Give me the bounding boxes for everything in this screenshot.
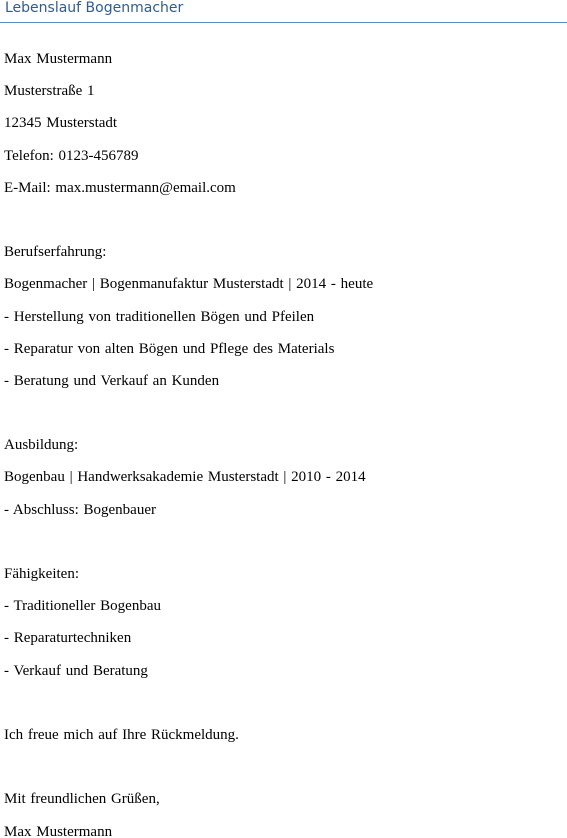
experience-item: - Reparatur von alten Bögen und Pflege des Materials bbox=[4, 340, 335, 357]
experience-heading: Berufserfahrung: bbox=[4, 244, 107, 261]
document-body bbox=[4, 49, 559, 838]
skills-item: - Reparaturtechniken bbox=[4, 630, 132, 647]
closing-greeting: Mit freundlichen Grüßen, bbox=[4, 791, 160, 808]
closing-statement: Ich freue mich auf Ihre Rückmeldung. bbox=[4, 726, 239, 743]
contact-block bbox=[4, 49, 559, 210]
skills-section bbox=[4, 564, 559, 693]
experience-item: - Beratung und Verkauf an Kunden bbox=[4, 372, 220, 389]
contact-street: Musterstraße 1 bbox=[4, 83, 95, 100]
experience-section bbox=[4, 242, 559, 403]
signature-block bbox=[4, 789, 559, 838]
spacer bbox=[4, 757, 559, 789]
contact-email: E-Mail: max.mustermann@email.com bbox=[4, 179, 236, 196]
education-item: - Abschluss: Bogenbauer bbox=[4, 501, 156, 518]
spacer bbox=[4, 693, 559, 725]
experience-position: Bogenmacher | Bogenmanufaktur Musterstadt | 2014 - heute bbox=[4, 276, 374, 293]
spacer bbox=[4, 532, 559, 564]
signature-name: Max Mustermann bbox=[4, 823, 113, 838]
education-section bbox=[4, 435, 559, 532]
document-header bbox=[0, 0, 567, 24]
spacer bbox=[4, 210, 559, 242]
skills-heading: Fähigkeiten: bbox=[4, 566, 79, 582]
contact-city: 12345 Musterstadt bbox=[4, 115, 118, 132]
spacer bbox=[4, 403, 559, 435]
education-heading: Ausbildung: bbox=[4, 437, 79, 454]
document-title: Lebenslauf Bogenmacher bbox=[5, 0, 184, 16]
skills-item: - Verkauf und Beratung bbox=[4, 662, 148, 679]
contact-phone: Telefon: 0123-456789 bbox=[4, 147, 139, 164]
skills-item: - Traditioneller Bogenbau bbox=[4, 598, 161, 615]
header-divider bbox=[0, 22, 567, 23]
experience-item: - Herstellung von traditionellen Bögen und Pfeilen bbox=[4, 308, 315, 325]
contact-name: Max Mustermann bbox=[4, 51, 113, 67]
education-entry: Bogenbau | Handwerksakademie Musterstadt | 2010 - 2014 bbox=[4, 469, 366, 486]
